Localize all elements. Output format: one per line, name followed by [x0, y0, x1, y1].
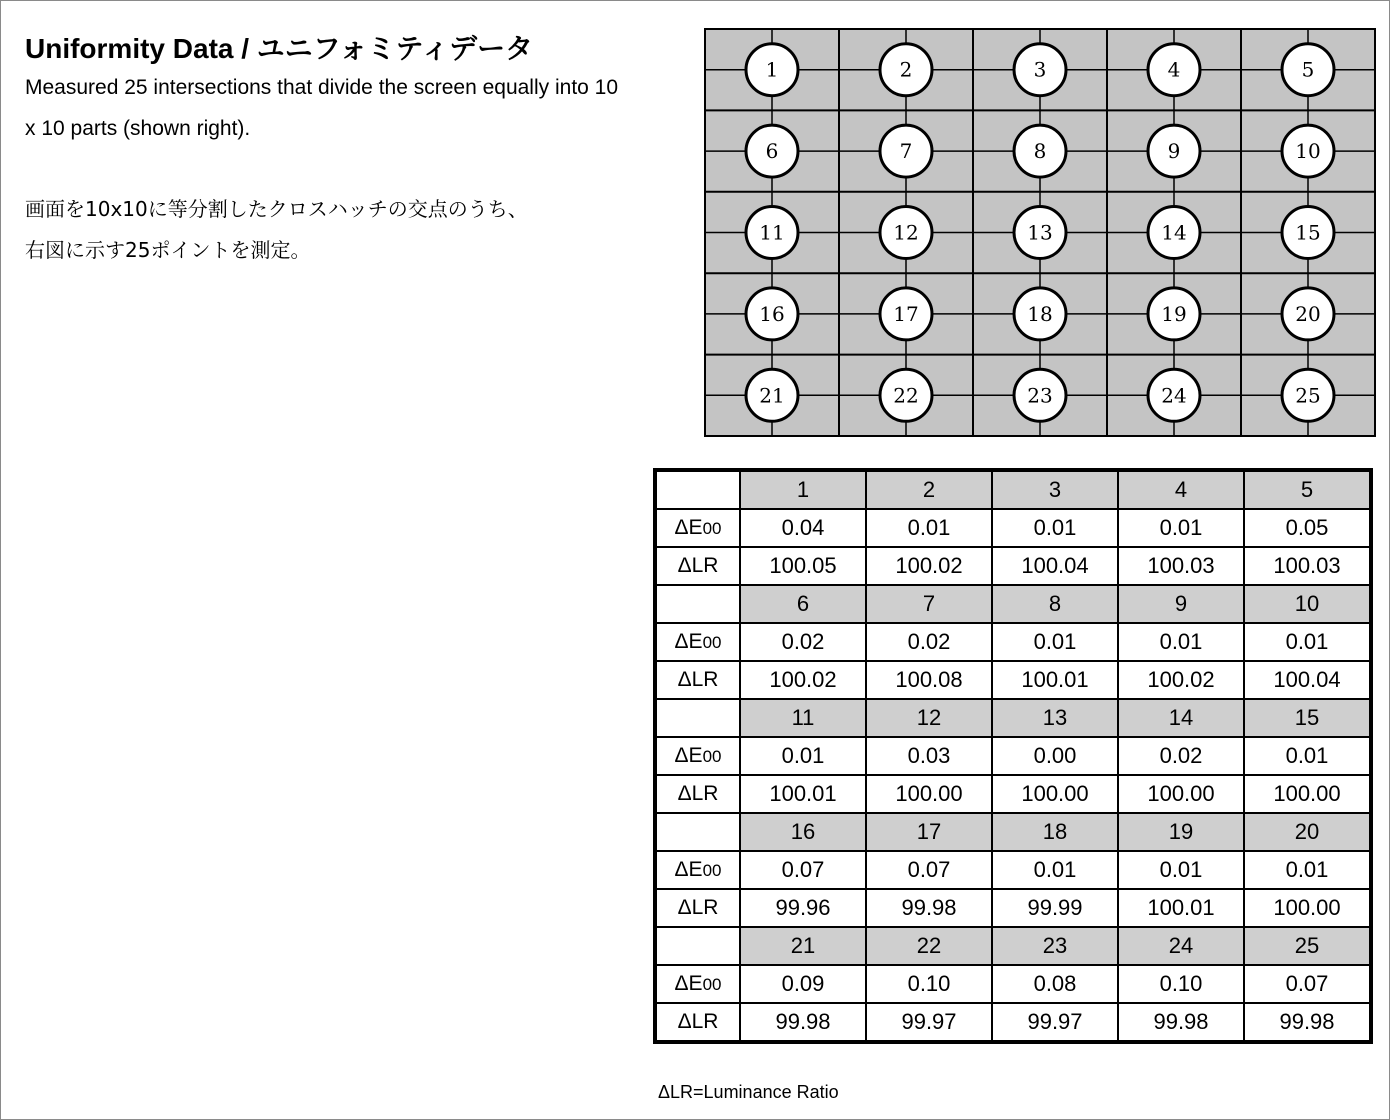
row-label-delta-e: ΔE [674, 972, 703, 995]
delta-e00-value: 0.01 [740, 737, 866, 775]
table-row-delta-lr [655, 889, 1371, 927]
table-corner-cell [655, 470, 740, 509]
delta-lr-value: 99.98 [1118, 1003, 1244, 1042]
measurement-point-label: 19 [1161, 301, 1187, 326]
delta-lr-value: 100.03 [1244, 547, 1371, 585]
delta-lr-value: 100.04 [1244, 661, 1371, 699]
delta-lr-value: 99.97 [866, 1003, 992, 1042]
table-row-delta-lr [655, 1003, 1371, 1042]
point-number-header: 15 [1244, 699, 1371, 737]
row-label-delta-e00 [655, 623, 740, 661]
uniformity-data-table [653, 468, 1373, 1044]
point-number-header: 12 [866, 699, 992, 737]
measurement-point-label: 12 [893, 220, 919, 245]
table-corner-cell [655, 699, 740, 737]
delta-e00-value: 0.03 [866, 737, 992, 775]
row-label-delta-e: ΔE [674, 858, 703, 881]
measurement-point-label: 7 [899, 139, 913, 164]
row-label-delta-lr: ΔLR [655, 889, 740, 927]
delta-lr-value: 99.98 [866, 889, 992, 927]
measurement-point-label: 4 [1167, 57, 1181, 82]
table-row-delta-lr [655, 661, 1371, 699]
delta-lr-value: 100.01 [992, 661, 1118, 699]
measurement-point-label: 3 [1033, 57, 1047, 82]
delta-e00-value: 0.01 [992, 623, 1118, 661]
table-row-delta-e00 [655, 509, 1371, 547]
measurement-point-label: 25 [1295, 383, 1321, 408]
delta-e00-value: 0.10 [1118, 965, 1244, 1003]
delta-e00-value: 0.00 [992, 737, 1118, 775]
measurement-point-label: 14 [1161, 220, 1187, 245]
measurement-point-label: 5 [1301, 57, 1315, 82]
row-label-delta-lr: ΔLR [655, 661, 740, 699]
description-japanese [25, 189, 625, 271]
measurement-point-label: 22 [893, 383, 919, 408]
delta-lr-value: 100.02 [1118, 661, 1244, 699]
point-number-header: 25 [1244, 927, 1371, 965]
delta-lr-value: 100.00 [992, 775, 1118, 813]
delta-e00-value: 0.09 [740, 965, 866, 1003]
delta-lr-value: 100.00 [866, 775, 992, 813]
delta-e00-value: 0.07 [1244, 965, 1371, 1003]
measurement-point-label: 6 [765, 139, 779, 164]
point-number-header: 20 [1244, 813, 1371, 851]
delta-e00-value: 0.01 [866, 509, 992, 547]
delta-e00-value: 0.07 [740, 851, 866, 889]
point-number-header: 18 [992, 813, 1118, 851]
delta-e00-value: 0.08 [992, 965, 1118, 1003]
delta-lr-value: 99.99 [992, 889, 1118, 927]
point-number-header: 16 [740, 813, 866, 851]
measurement-point-label: 1 [765, 57, 779, 82]
delta-e00-value: 0.01 [1244, 737, 1371, 775]
row-label-delta-lr: ΔLR [655, 775, 740, 813]
delta-lr-value: 100.00 [1244, 775, 1371, 813]
measurement-point-label: 18 [1027, 301, 1053, 326]
row-label-delta-e: ΔE [674, 516, 703, 539]
delta-e00-value: 0.02 [1118, 737, 1244, 775]
point-number-header: 11 [740, 699, 866, 737]
point-number-header: 24 [1118, 927, 1244, 965]
delta-lr-value: 99.98 [740, 1003, 866, 1042]
delta-lr-value: 100.00 [1118, 775, 1244, 813]
table-row-delta-lr [655, 775, 1371, 813]
delta-e00-value: 0.01 [1118, 851, 1244, 889]
measurement-point-label: 23 [1027, 383, 1053, 408]
table-header-row [655, 927, 1371, 965]
point-number-header: 14 [1118, 699, 1244, 737]
delta-lr-value: 99.97 [992, 1003, 1118, 1042]
delta-e00-value: 0.05 [1244, 509, 1371, 547]
point-number-header: 2 [866, 470, 992, 509]
table-row-delta-e00 [655, 851, 1371, 889]
delta-lr-value: 100.04 [992, 547, 1118, 585]
delta-e00-value: 0.02 [740, 623, 866, 661]
row-label-delta-e: ΔE [674, 744, 703, 767]
delta-lr-value: 100.01 [740, 775, 866, 813]
delta-lr-value: 100.02 [740, 661, 866, 699]
measurement-point-label: 17 [893, 301, 919, 326]
measurement-point-label: 21 [759, 383, 785, 408]
table-row-delta-lr [655, 547, 1371, 585]
table-header-row [655, 470, 1371, 509]
point-number-header: 1 [740, 470, 866, 509]
measurement-point-label: 9 [1167, 139, 1181, 164]
description-japanese-line-2: 右図に示す25ポイントを測定。 [25, 238, 311, 262]
delta-e00-value: 0.01 [1118, 509, 1244, 547]
delta-e00-value: 0.01 [1118, 623, 1244, 661]
delta-e00-value: 0.01 [992, 509, 1118, 547]
row-label-delta-e-subscript: 00 [702, 747, 722, 766]
delta-e00-value: 0.01 [1244, 851, 1371, 889]
table-row-delta-e00 [655, 623, 1371, 661]
table-corner-cell [655, 585, 740, 623]
measurement-point-label: 15 [1295, 220, 1321, 245]
table-header-row [655, 585, 1371, 623]
row-label-delta-e00 [655, 509, 740, 547]
table-header-row [655, 813, 1371, 851]
point-number-header: 21 [740, 927, 866, 965]
point-number-header: 9 [1118, 585, 1244, 623]
delta-e00-value: 0.07 [866, 851, 992, 889]
delta-e00-value: 0.01 [1244, 623, 1371, 661]
row-label-delta-e-subscript: 00 [702, 519, 722, 538]
delta-e00-value: 0.02 [866, 623, 992, 661]
row-label-delta-e-subscript: 00 [702, 975, 722, 994]
page-title: Uniformity Data / ユニフォミティデータ [25, 33, 534, 64]
row-label-delta-e-subscript: 00 [702, 861, 722, 880]
point-number-header: 3 [992, 470, 1118, 509]
row-label-delta-lr: ΔLR [655, 547, 740, 585]
delta-e00-value: 0.01 [992, 851, 1118, 889]
delta-lr-value: 100.08 [866, 661, 992, 699]
description-japanese-line-1: 画面を10x10に等分割したクロスハッチの交点のうち、 [25, 197, 528, 221]
point-number-header: 4 [1118, 470, 1244, 509]
point-number-header: 6 [740, 585, 866, 623]
point-number-header: 8 [992, 585, 1118, 623]
measurement-point-label: 2 [899, 57, 913, 82]
measurement-point-label: 10 [1295, 139, 1321, 164]
measurement-point-label: 16 [759, 301, 785, 326]
row-label-delta-lr: ΔLR [655, 1003, 740, 1042]
delta-lr-value: 100.01 [1118, 889, 1244, 927]
table-row-delta-e00 [655, 737, 1371, 775]
measurement-point-label: 11 [759, 220, 785, 245]
point-number-header: 17 [866, 813, 992, 851]
point-number-header: 22 [866, 927, 992, 965]
point-number-header: 7 [866, 585, 992, 623]
table-corner-cell [655, 927, 740, 965]
measurement-grid-figure [701, 25, 1381, 445]
measurement-point-label: 13 [1027, 220, 1053, 245]
delta-lr-value: 100.05 [740, 547, 866, 585]
delta-lr-value: 100.03 [1118, 547, 1244, 585]
footnote: ΔLR=Luminance Ratio [658, 1082, 839, 1102]
description-english: Measured 25 intersections that divide the screen equally into 10 x 10 parts (shown right). [25, 76, 619, 140]
table-corner-cell [655, 813, 740, 851]
delta-lr-value: 99.98 [1244, 1003, 1371, 1042]
delta-e00-value: 0.10 [866, 965, 992, 1003]
point-number-header: 13 [992, 699, 1118, 737]
row-label-delta-e00 [655, 737, 740, 775]
point-number-header: 19 [1118, 813, 1244, 851]
measurement-point-label: 20 [1295, 301, 1321, 326]
measurement-point-label: 8 [1033, 139, 1047, 164]
delta-lr-value: 99.96 [740, 889, 866, 927]
row-label-delta-e00 [655, 851, 740, 889]
row-label-delta-e-subscript: 00 [702, 633, 722, 652]
row-label-delta-e: ΔE [674, 630, 703, 653]
delta-e00-value: 0.04 [740, 509, 866, 547]
delta-lr-value: 100.02 [866, 547, 992, 585]
point-number-header: 5 [1244, 470, 1371, 509]
row-label-delta-e00 [655, 965, 740, 1003]
table-row-delta-e00 [655, 965, 1371, 1003]
measurement-point-label: 24 [1161, 383, 1187, 408]
point-number-header: 23 [992, 927, 1118, 965]
table-header-row [655, 699, 1371, 737]
delta-lr-value: 100.00 [1244, 889, 1371, 927]
point-number-header: 10 [1244, 585, 1371, 623]
